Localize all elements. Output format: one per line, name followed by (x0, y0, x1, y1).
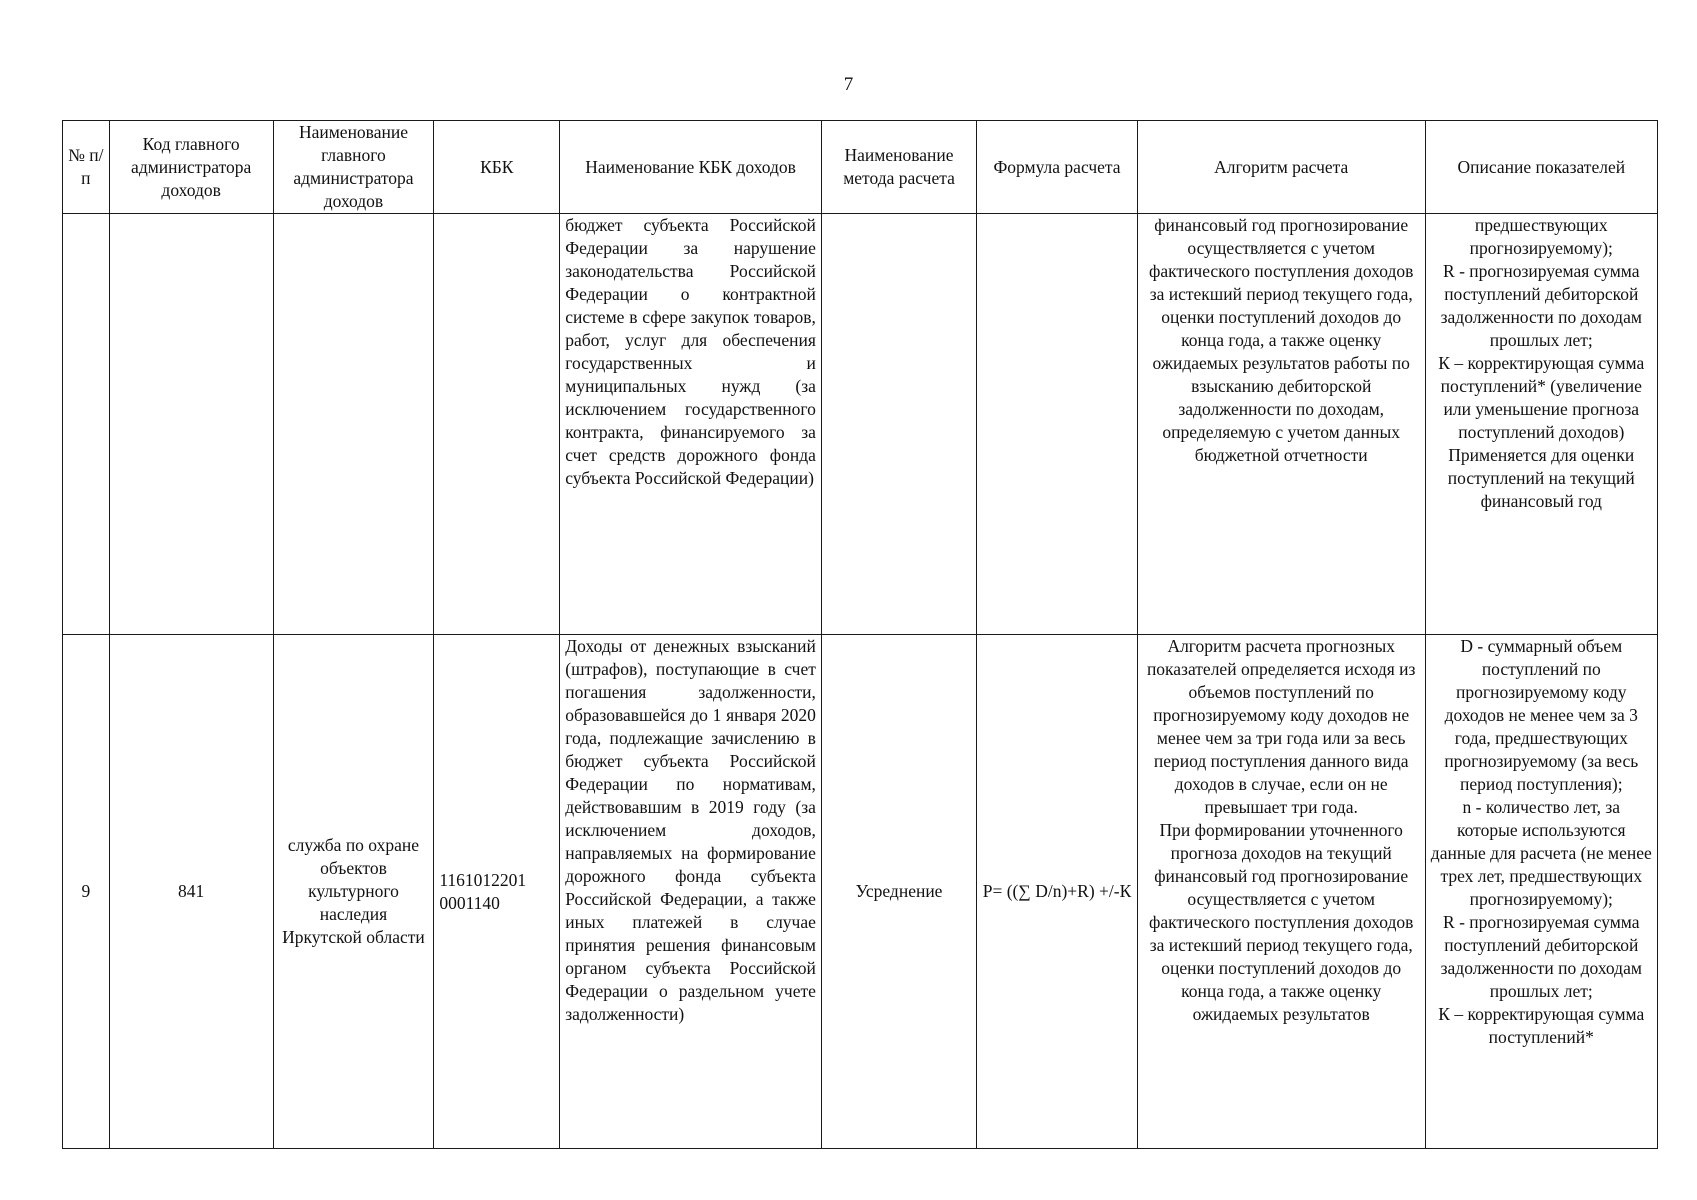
table-row-9 (63, 635, 1658, 1149)
cell-method (821, 214, 976, 635)
header-kbk: КБК (434, 121, 560, 214)
cell-formula: P= ((∑ D/n)+R) +/-К (977, 635, 1138, 1149)
cell-number: 9 (63, 635, 110, 1149)
cell-description: D - суммарный объем поступлений по прогнозируемому коду доходов не менее чем за 3 года, предшествующих прогнозируемому (за весь период поступления); n - количество лет, за которые используются данные для расчета (не менее трех лет, предшествующих прогнозируемому); R - прогнозируемая сумма поступлений дебиторской задолженности по доходам прошлых лет; К – корректирующая сумма поступлений* (1425, 635, 1657, 1149)
cell-kbk: 1161012201 0001140 (434, 635, 560, 1149)
table-header-row (63, 121, 1658, 214)
header-method: Наименование метода расчета (821, 121, 976, 214)
page-number: 7 (843, 74, 854, 95)
header-description: Описание показателей (1425, 121, 1657, 214)
cell-admin-code (109, 214, 273, 635)
revenue-forecast-table (62, 120, 1658, 1149)
cell-method: Усреднение (821, 635, 976, 1149)
cell-admin-code: 841 (109, 635, 273, 1149)
cell-description: предшествующих прогнозируемому); R - прогнозируемая сумма поступлений дебиторской задолженности по доходам прошлых лет; К – корректирующая сумма поступлений* (увеличение или уменьшение прогноза поступлений доходов) Применяется для оценки поступлений на текущий финансовый год (1425, 214, 1657, 635)
header-formula: Формула расчета (977, 121, 1138, 214)
header-algorithm: Алгоритм расчета (1137, 121, 1425, 214)
header-admin-code: Код главного администратора доходов (109, 121, 273, 214)
header-admin-name: Наименование главного администратора доходов (273, 121, 434, 214)
cell-algorithm: финансовый год прогнозирование осуществляется с учетом фактического поступления доходов за истекший период текущего года, оценки поступлений доходов до конца года, а также оценку ожидаемых результатов работы по взысканию дебиторской задолженности по доходам, определяемую с учетом данных бюджетной отчетности (1137, 214, 1425, 635)
cell-kbk (434, 214, 560, 635)
cell-admin-name (273, 214, 434, 635)
cell-formula (977, 214, 1138, 635)
cell-kbk-name: бюджет субъекта Российской Федерации за нарушение законодательства Российской Федерации о контрактной системе в сфере закупок товаров, работ, услуг для обеспечения государственных и муниципальных нужд (за исключением государственного контракта, финансируемого за счет средств дорожного фонда субъекта Российской Федерации) (560, 214, 822, 635)
table-row-continued (63, 214, 1658, 635)
header-kbk-name: Наименование КБК доходов (560, 121, 822, 214)
cell-number (63, 214, 110, 635)
cell-algorithm: Алгоритм расчета прогнозных показателей определяется исходя из объемов поступлений по прогнозируемому коду доходов не менее чем за три года или за весь период поступления данного вида доходов в случае, если он не превышает три года. При формировании уточненного прогноза доходов на текущий финансовый год прогнозирование осуществляется с учетом фактического поступления доходов за истекший период текущего года, оценки поступлений доходов до конца года, а также оценку ожидаемых результатов (1137, 635, 1425, 1149)
cell-admin-name: служба по охране объектов культурного наследия Иркутской области (273, 635, 434, 1149)
header-number: № п/п (63, 121, 110, 214)
cell-kbk-name: Доходы от денежных взысканий (штрафов), поступающие в счет погашения задолженности, образовавшейся до 1 января 2020 года, подлежащие зачислению в бюджет субъекта Российской Федерации по нормативам, действовавшим в 2019 году (за исключением доходов, направляемых на формирование дорожного фонда субъекта Российской Федерации, а также иных платежей в случае принятия решения финансовым органом субъекта Российской Федерации о раздельном учете задолженности) (560, 635, 822, 1149)
